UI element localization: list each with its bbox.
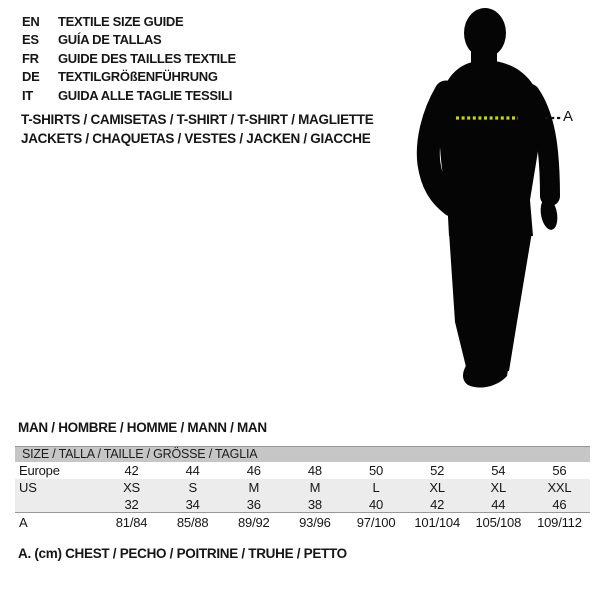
- size-table: [15, 446, 590, 531]
- row-label: US: [19, 480, 37, 495]
- table-row-chest: [15, 513, 590, 531]
- table-cell: 93/96: [299, 514, 331, 530]
- table-cell: 89/92: [238, 514, 270, 530]
- table-cell: 46: [246, 463, 261, 478]
- table-cell: 81/84: [115, 514, 148, 530]
- chest-footnote: A. (cm) CHEST / PECHO / POITRINE / TRUHE / PETTO: [18, 546, 347, 561]
- table-cell: 44: [185, 463, 200, 478]
- lang-label: TEXTILGRÖßENFÜHRUNG: [58, 69, 218, 85]
- table-cell: 105/108: [475, 514, 522, 530]
- category-line-jackets: JACKETS / CHAQUETAS / VESTES / JACKEN / GIACCHE: [21, 131, 371, 146]
- table-cell: 42: [430, 496, 445, 512]
- table-cell: XS: [123, 480, 141, 495]
- table-cell: XL: [490, 480, 507, 495]
- table-cell: 54: [491, 463, 506, 478]
- lang-label: GUIDE DES TAILLES TEXTILE: [58, 50, 236, 66]
- lang-code: IT: [22, 87, 33, 103]
- table-cell: 85/88: [176, 514, 209, 530]
- table-cell: 42: [124, 463, 139, 478]
- silhouette-legs: [449, 232, 532, 371]
- measure-label-a: A: [563, 108, 574, 125]
- section-title-man: MAN / HOMBRE / HOMME / MANN / MAN: [18, 420, 267, 435]
- man-silhouette: [390, 0, 600, 400]
- lang-label: GUÍA DE TALLAS: [58, 32, 162, 48]
- table-row-us: [15, 479, 590, 496]
- table-cell: S: [188, 480, 197, 495]
- table-cell: 56: [552, 463, 567, 478]
- table-row-europe: [15, 462, 590, 479]
- table-cell: 97/100: [356, 514, 396, 530]
- table-cell: 38: [307, 496, 322, 512]
- table-cell: 36: [246, 496, 261, 512]
- table-cell: 109/112: [537, 514, 582, 530]
- table-cell: 50: [369, 463, 384, 478]
- lang-label: GUIDA ALLE TAGLIE TESSILI: [58, 87, 233, 103]
- size-table-header: SIZE / TALLA / TAILLE / GRÖSSE / TAGLIA: [15, 446, 590, 462]
- table-cell: 32: [124, 496, 139, 512]
- table-cell: M: [309, 480, 321, 495]
- table-row-numeric: [15, 496, 590, 513]
- lang-code: FR: [22, 50, 39, 66]
- table-cell: 34: [185, 496, 200, 512]
- table-cell: XXL: [547, 480, 572, 495]
- lang-label: TEXTILE SIZE GUIDE: [58, 14, 184, 29]
- lang-code: ES: [22, 32, 39, 48]
- lang-code: EN: [22, 14, 40, 29]
- table-cell: 40: [369, 496, 384, 512]
- table-cell: L: [372, 480, 380, 495]
- language-guide-list: [22, 13, 236, 105]
- table-cell: 46: [552, 496, 567, 512]
- garment-categories: [21, 110, 373, 148]
- table-cell: 52: [430, 463, 445, 478]
- category-line-tshirts: T-SHIRTS / CAMISETAS / T-SHIRT / T-SHIRT / MAGLIETTE: [21, 112, 374, 127]
- table-cell: XL: [429, 480, 445, 495]
- table-cell: 48: [307, 463, 322, 478]
- table-cell: 101/104: [414, 514, 460, 530]
- row-label: A: [19, 514, 28, 530]
- table-cell: 44: [491, 496, 506, 512]
- row-label: Europe: [19, 463, 60, 478]
- lang-code: DE: [22, 69, 40, 85]
- silhouette-foot: [463, 364, 509, 388]
- table-cell: M: [248, 480, 260, 495]
